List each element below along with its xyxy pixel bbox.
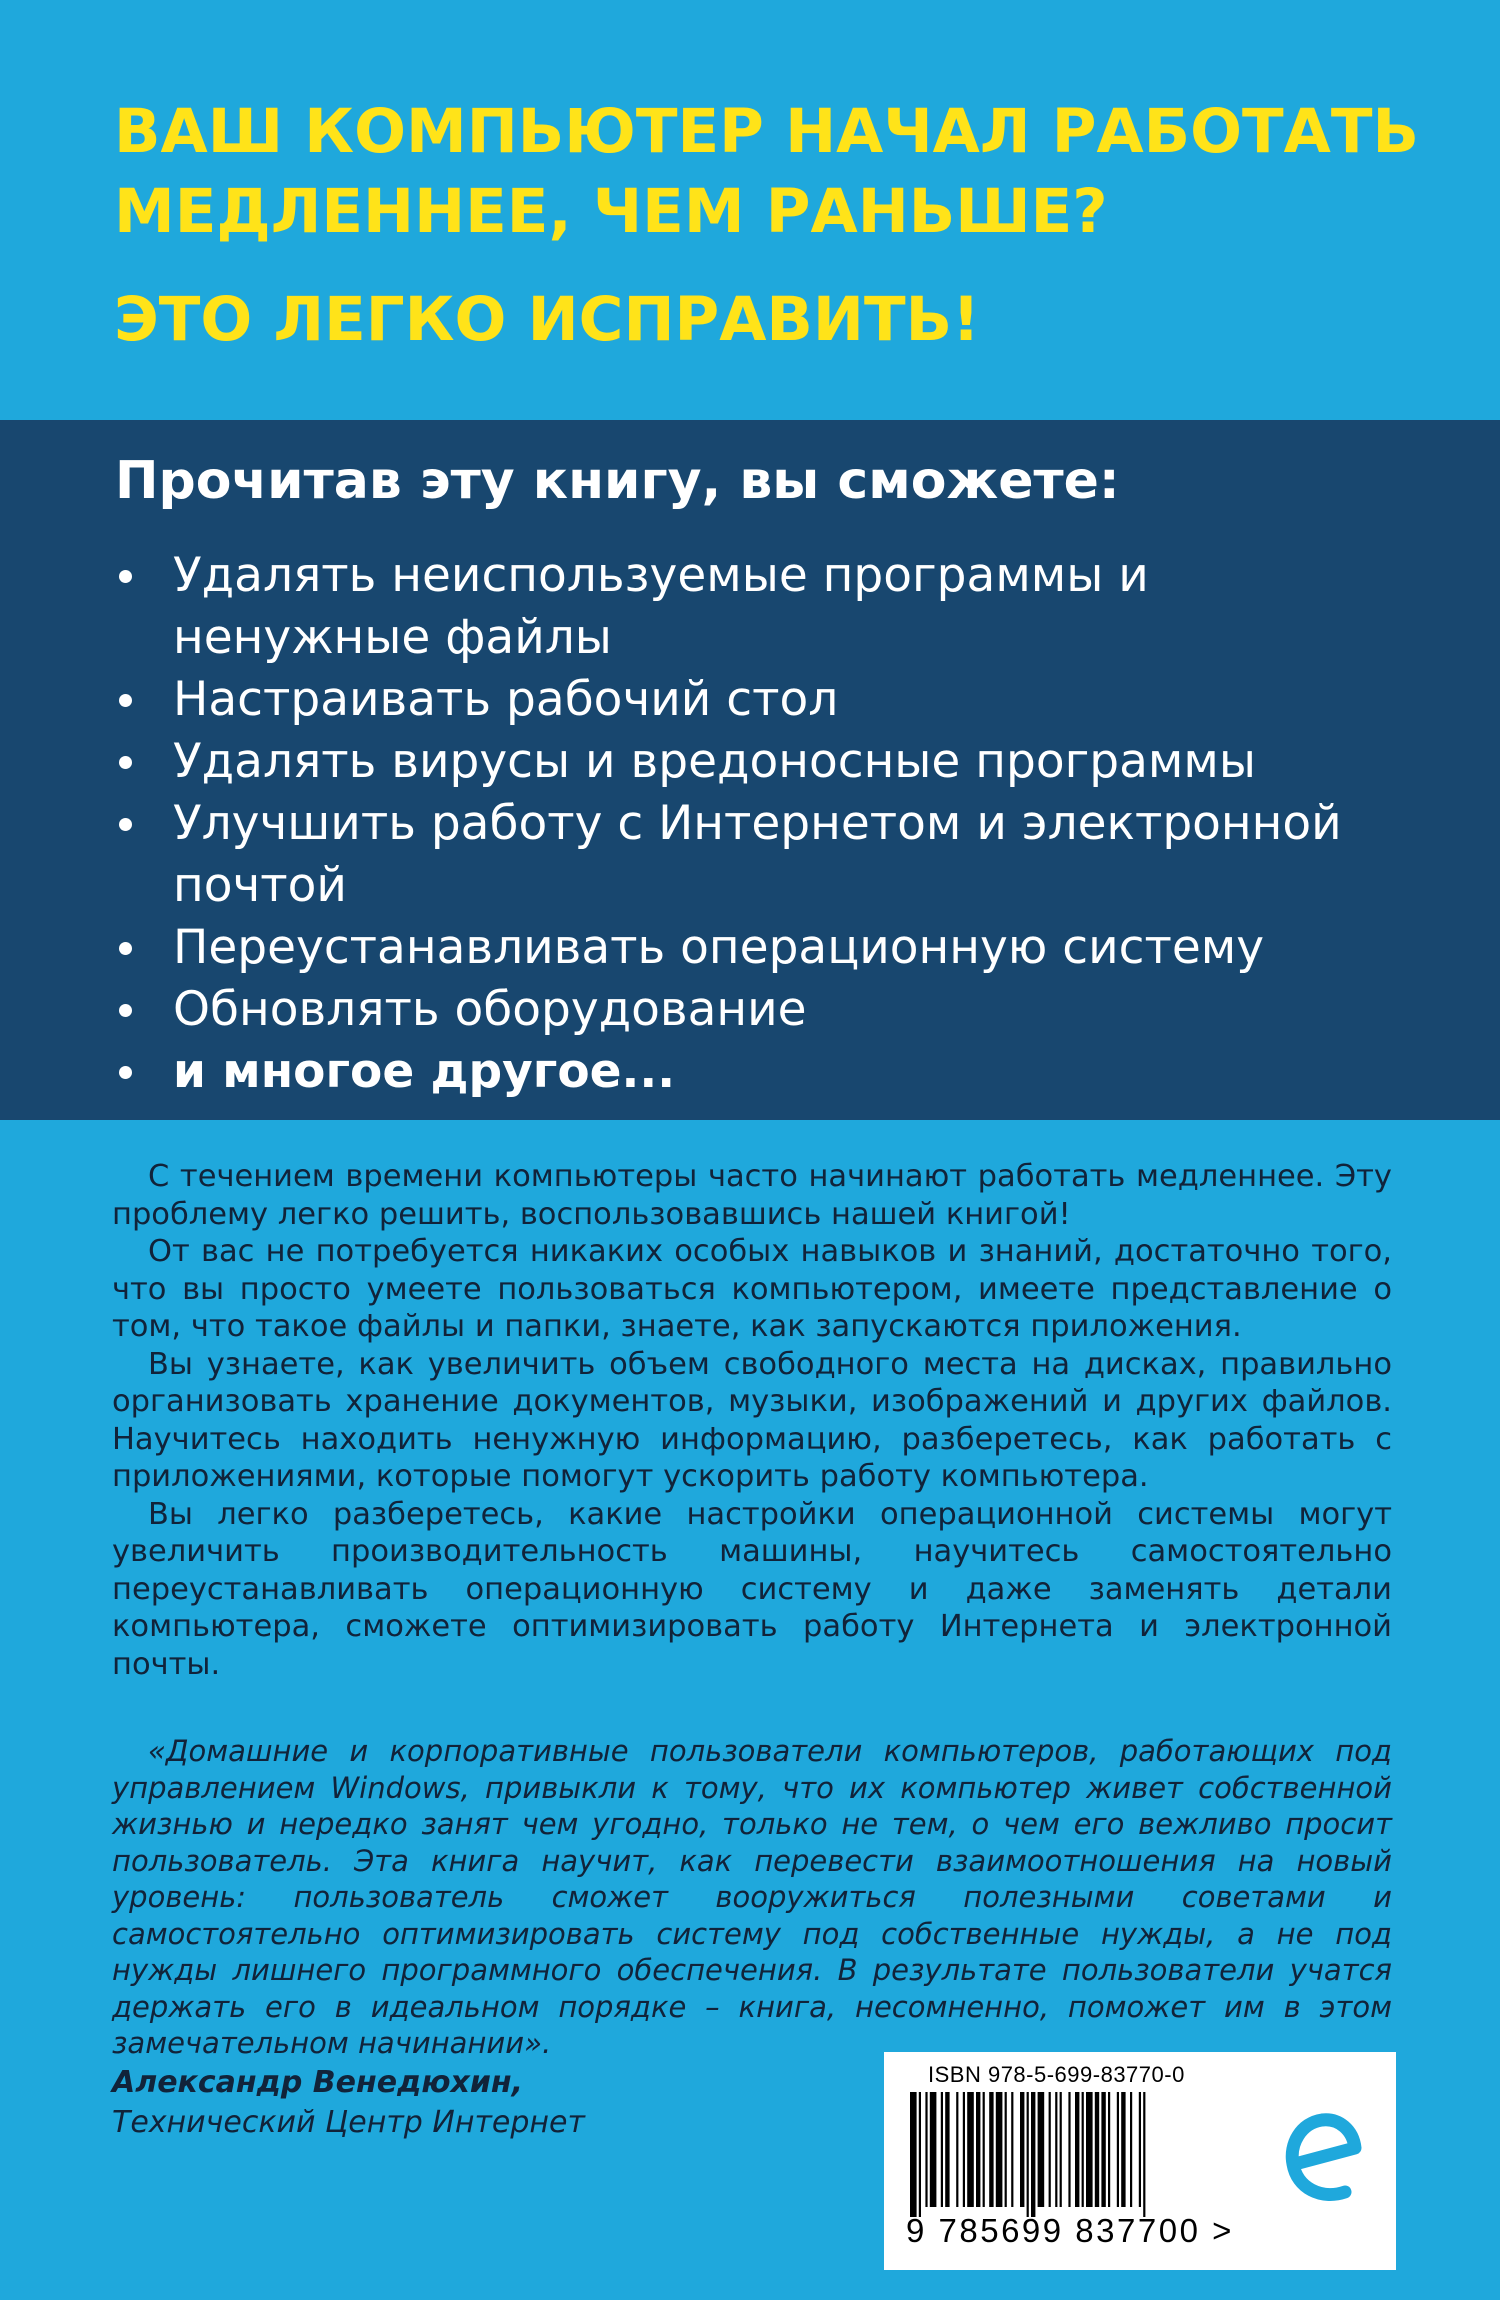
headline-line-1: ВАШ КОМПЬЮТЕР НАЧАЛ РАБОТАТЬ [114,96,1419,167]
feature-text: Переустанавливать операционную систему [173,920,1265,975]
barcode-bar [1005,2092,1007,2207]
barcode-bar [1086,2092,1093,2207]
barcode-bar [919,2092,921,2217]
barcode-digits: 9 785699 837700 > [906,2212,1234,2249]
features-list [115,545,1415,1103]
bullet-dot-icon [119,942,132,955]
barcode-bar [983,2092,985,2207]
quote-text: «Домашние и корпоративные пользователи компьютеров, работающих под управлением Windows, привыкли к тому, что их компьютер живет собственной жизнью и нередко занят чем угодно, только не тем, о чем его вежливо просит пользователь. Эта книга научит, как перевести взаимоотношения на новый уровень: пользователь сможет вооружиться полезными советами и самостоятельно оптимизировать систему под собственные нужды, а не под нужды лишнего программного обеспечения. В результате пользователи учатся держать его в идеальном порядке – книга, несомненно, поможет им в этом замечательном начинании». [112,1734,1392,2060]
eksmo-e-logo-icon [1277,2102,1377,2212]
feature-item [115,731,1415,793]
barcode-bar [1011,2092,1013,2207]
isbn-label: ISBN 978-5-699-83770-0 [928,2062,1185,2087]
barcode-bar [941,2092,943,2207]
feature-item [115,793,1415,917]
barcode-bar [1108,2092,1110,2207]
bullet-dot-icon [119,1004,132,1017]
barcode-bar [1117,2092,1119,2207]
barcode-icon [908,2092,1258,2217]
barcode-bar [1060,2092,1062,2207]
bullet-dot-icon [119,756,132,769]
feature-item [115,545,1415,669]
description-paragraph: Вы легко разберетесь, какие настройки операционной системы могут увеличить производительность машины, научитесь самостоятельно переустанавливать операционную систему и даже заменять детали компьютера, сможете оптимизировать работу Интернета и электронной почты. [112,1496,1392,1682]
barcode-bar [956,2092,958,2207]
barcode-bar [1049,2092,1051,2207]
barcode-bar [989,2092,993,2207]
barcode-bar [963,2092,965,2207]
barcode-bar [925,2092,927,2207]
barcode-bar [1055,2092,1057,2207]
feature-text: Удалять неиспользуемые программы и ненужные файлы [173,548,1149,665]
barcode-bar [1020,2092,1024,2207]
barcode-bar [1031,2092,1035,2217]
barcode-panel [884,2052,1396,2270]
feature-item [115,669,1415,731]
feature-text: и многое другое... [173,1044,676,1099]
bullet-dot-icon [119,818,132,831]
feature-item [115,979,1415,1041]
features-title: Прочитав эту книгу, вы сможете: [115,451,1120,511]
barcode-bar [1068,2092,1070,2207]
barcode-bar [1082,2092,1084,2207]
barcode-bar [1121,2092,1125,2207]
barcode-bar [1143,2092,1145,2217]
headline [114,92,1419,360]
feature-text: Настраивать рабочий стол [173,672,839,727]
bullet-dot-icon [119,1066,132,1079]
feature-text: Улучшить работу с Интернетом и электронной почтой [173,796,1342,913]
description-paragraph: Вы узнаете, как увеличить объем свободного места на дисках, правильно организовать хранение документов, музыки, изображений и других файлов. Научитесь находить ненужную информацию, разберетесь, как работать с приложениями, которые помогут ускорить работу компьютера. [112,1346,1392,1494]
headline-line-3: ЭТО ЛЕГКО ИСПРАВИТЬ! [114,284,980,355]
quote-author [112,2063,585,2143]
barcode-bar [910,2092,917,2217]
barcode-bar [1101,2092,1105,2207]
review-quote [112,1733,1392,2062]
bullet-dot-icon [119,694,132,707]
description-paragraph: С течением времени компьютеры часто начинают работать медленнее. Эту проблему легко решить, воспользовавшись нашей книгой! [112,1159,1392,1232]
barcode-bar [1139,2092,1141,2207]
barcode-bar [1095,2092,1099,2207]
barcode-bar [1038,2092,1045,2207]
barcode-bar [976,2092,980,2207]
barcode-bar [1027,2092,1029,2217]
feature-text: Обновлять оборудование [173,982,807,1037]
headline-line-2: МЕДЛЕННЕЕ, ЧЕМ РАНЬШЕ? [114,176,1108,247]
barcode-bar [996,2092,1003,2207]
feature-text: Удалять вирусы и вредоносные программы [173,734,1256,789]
author-organization: Технический Центр Интернет [112,2105,585,2140]
barcode-bar [930,2092,937,2207]
barcode-bar [1130,2092,1132,2207]
feature-item-more [115,1041,1415,1103]
bullet-dot-icon [119,570,132,583]
author-name: Александр Венедюхин, [112,2065,523,2100]
barcode-bar [967,2092,974,2207]
feature-item [115,917,1415,979]
description [112,1158,1392,1683]
barcode-bar [1075,2092,1079,2207]
description-paragraph: От вас не потребуется никаких особых навыков и знаний, достаточно того, что вы просто умеете пользоваться компьютером, имеете представление о том, что такое файлы и папки, знаете, как запускаются приложения. [112,1234,1392,1344]
barcode-bar [945,2092,949,2207]
